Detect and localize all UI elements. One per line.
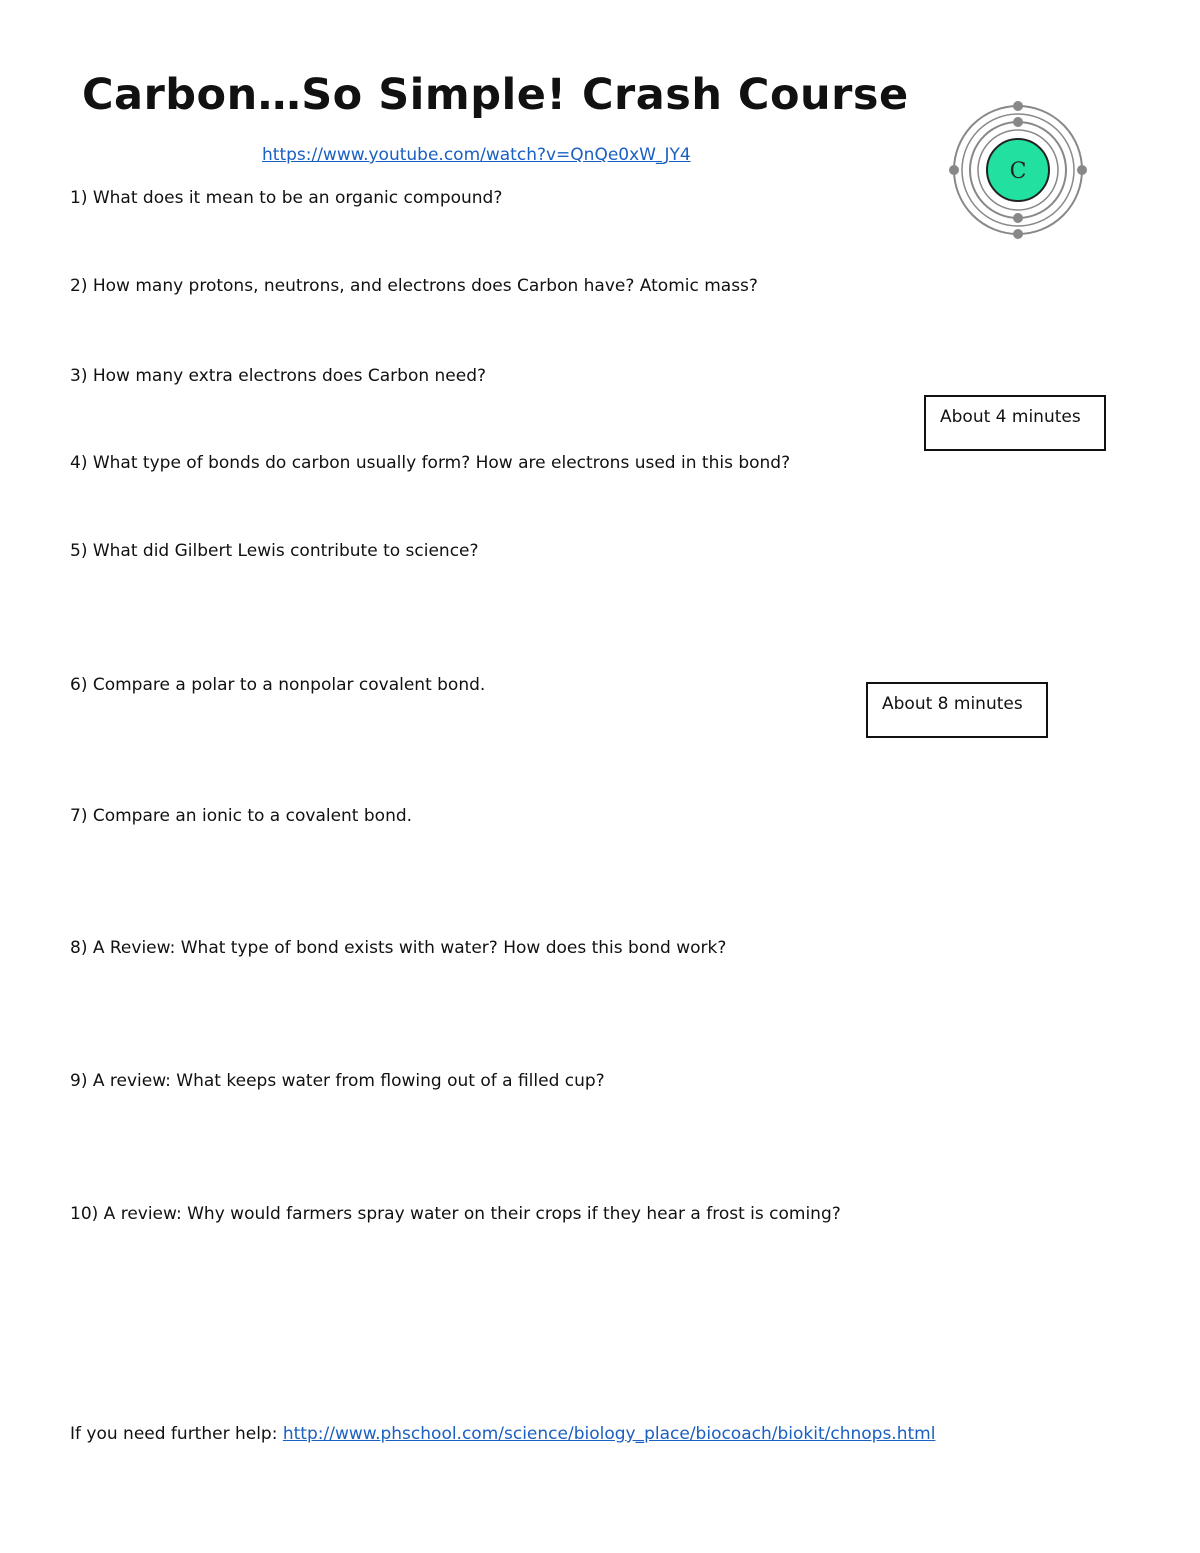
footer-help-link[interactable]: http://www.phschool.com/science/biology_place/biocoach/biokit/chnops.html — [282, 1424, 936, 1444]
footer-label: If you need further help: — [70, 1424, 283, 1444]
question-6: 6) Compare a polar to a nonpolar covalent bond. — [70, 675, 486, 695]
question-10: 10) A review: Why would farmers spray water on their crops if they hear a frost is coming? — [70, 1204, 841, 1224]
question-9: 9) A review: What keeps water from flowing out of a filled cup? — [70, 1071, 605, 1091]
footer-help — [70, 1424, 935, 1444]
time-note-8-minutes: About 8 minutes — [866, 682, 1048, 738]
question-8: 8) A Review: What type of bond exists with water? How does this bond work? — [70, 938, 727, 958]
electron — [949, 165, 959, 175]
carbon-atom-diagram — [928, 82, 1104, 258]
electron — [1077, 165, 1087, 175]
time-note-4-minutes: About 4 minutes — [924, 395, 1106, 451]
page-title: Carbon…So Simple! Crash Course — [82, 70, 909, 120]
element-symbol: C — [1009, 159, 1027, 184]
question-7: 7) Compare an ionic to a covalent bond. — [70, 806, 413, 826]
electron — [1013, 101, 1023, 111]
electron — [1013, 117, 1023, 127]
question-2: 2) How many protons, neutrons, and electrons does Carbon have? Atomic mass? — [70, 276, 758, 296]
question-4: 4) What type of bonds do carbon usually form? How are electrons used in this bond? — [70, 453, 791, 473]
video-link[interactable]: https://www.youtube.com/watch?v=QnQe0xW_JY4 — [262, 145, 691, 165]
question-5: 5) What did Gilbert Lewis contribute to science? — [70, 541, 479, 561]
electron — [1013, 229, 1023, 239]
question-1: 1) What does it mean to be an organic compound? — [70, 188, 503, 208]
question-3: 3) How many extra electrons does Carbon need? — [70, 366, 487, 386]
electron — [1013, 213, 1023, 223]
